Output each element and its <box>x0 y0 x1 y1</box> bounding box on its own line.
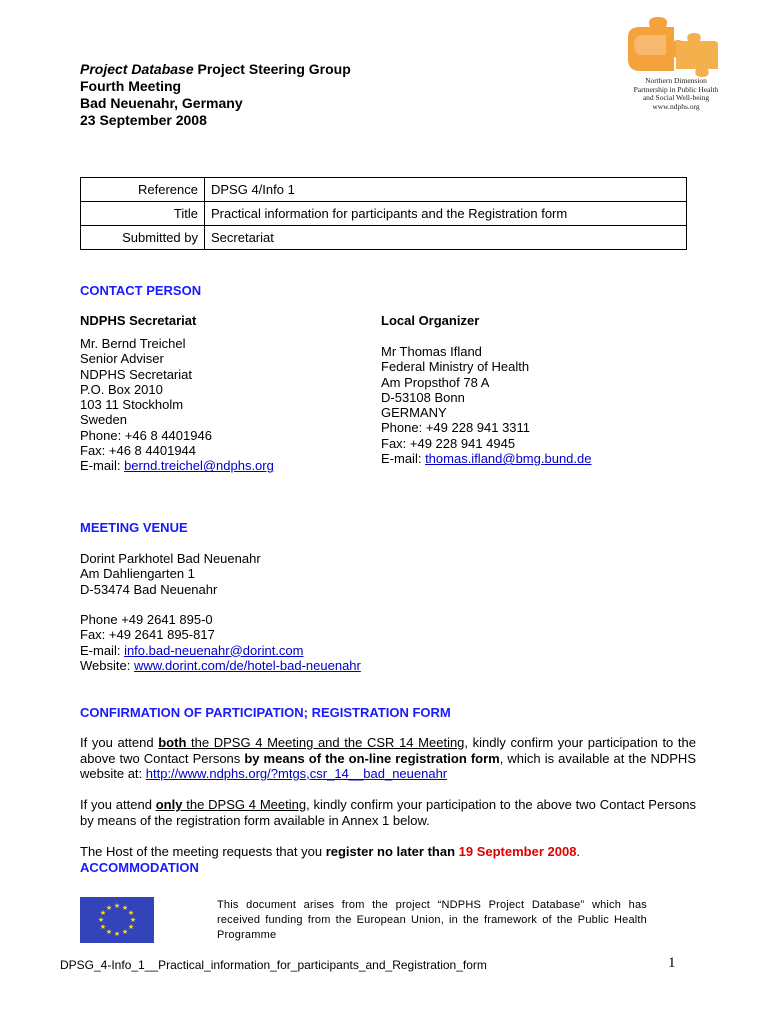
eu-flag-icon <box>80 897 154 943</box>
confirmation-paragraph-2: If you attend only the DPSG 4 Meeting, kindly confirm your participation to the above two Contact Persons by means of the registration form available in Annex 1 below. <box>80 797 696 828</box>
document-header <box>80 61 351 129</box>
organizer-email-link[interactable]: thomas.ifland@bmg.bund.de <box>425 451 592 467</box>
ndphs-logo <box>620 15 725 115</box>
venue-address: Dorint Parkhotel Bad Neuenahr Am Dahliengarten 1 D-53474 Bad Neuenahr <box>80 551 261 597</box>
svg-text:★: ★ <box>113 902 121 910</box>
venue-website-link[interactable]: www.dorint.com/de/hotel-bad-neuenahr <box>133 657 361 673</box>
secretariat-address: Mr. Bernd Treichel Senior Adviser NDPHS Secretariat P.O. Box 2010 103 11 Stockholm Sweden Phone: +46 8 4401946 Fax: +46 8 4401944 E-mail: bernd.treichel@ndphs.org <box>80 336 274 474</box>
contact-person-heading: CONTACT PERSON <box>80 283 202 298</box>
svg-text:★: ★ <box>99 909 107 917</box>
header-location: Bad Neuenahr, Germany <box>80 95 243 111</box>
reference-value: DPSG 4/Info 1 <box>205 178 687 202</box>
svg-text:★: ★ <box>121 928 129 936</box>
table-row <box>81 226 687 250</box>
svg-text:★: ★ <box>105 928 113 936</box>
header-title: Project Database Project Steering Group <box>80 61 351 77</box>
reference-label: Reference <box>81 178 205 202</box>
organizer-address: Mr Thomas Ifland Federal Ministry of Health Am Propsthof 78 A D-53108 Bonn GERMANY Phone: +49 228 941 3311 Fax: +49 228 941 4945 E-mail: thomas.ifland@bmg.bund.de <box>381 344 592 467</box>
table-row <box>81 178 687 202</box>
submitted-by-value: Secretariat <box>205 226 687 250</box>
header-meeting: Fourth Meeting <box>80 78 182 94</box>
svg-text:★: ★ <box>97 916 105 924</box>
confirmation-paragraph-3: The Host of the meeting requests that you register no later than 19 September 2008. <box>80 844 581 859</box>
svg-text:★: ★ <box>127 909 135 917</box>
venue-email-link[interactable]: info.bad-neuenahr@dorint.com <box>124 642 304 658</box>
svg-text:★: ★ <box>99 923 107 931</box>
secretariat-email-link[interactable]: bernd.treichel@ndphs.org <box>124 458 274 474</box>
funding-notice: This document arises from the project “NDPHS Project Database” which has received funding from the European Union, in the framework of the Public Health Programme <box>217 899 647 941</box>
meeting-venue-heading: MEETING VENUE <box>80 520 188 535</box>
footer-filename: DPSG_4-Info_1__Practical_information_for_participants_and_Registration_form <box>60 958 487 972</box>
title-value: Practical information for participants and the Registration form <box>205 202 687 226</box>
accommodation-heading: ACCOMMODATION <box>80 860 199 875</box>
svg-text:★: ★ <box>127 923 135 931</box>
reference-table <box>80 177 687 250</box>
submitted-by-label: Submitted by <box>81 226 205 250</box>
header-date: 23 September 2008 <box>80 112 207 128</box>
svg-text:★: ★ <box>129 916 137 924</box>
confirmation-heading: CONFIRMATION OF PARTICIPATION; REGISTRATION FORM <box>80 705 451 720</box>
svg-text:★: ★ <box>105 904 113 912</box>
page-number: 1 <box>668 955 676 971</box>
title-label: Title <box>81 202 205 226</box>
local-organizer-heading: Local Organizer <box>381 313 480 328</box>
ndphs-secretariat-heading: NDPHS Secretariat <box>80 313 197 328</box>
logo-caption: Northern Dimension Partnership in Public Health and Social Well-being www.ndphs.org <box>633 76 719 111</box>
svg-text:★: ★ <box>121 904 129 912</box>
confirmation-paragraph-1: If you attend both the DPSG 4 Meeting and the CSR 14 Meeting, kindly confirm your participation to the above two Contact Persons by means of the on-line registration form, which is available at the NDPHS website at: http://www.ndphs.org/?mtgs,csr_14__bad_neuenahr <box>80 735 696 781</box>
table-row <box>81 202 687 226</box>
venue-contacts: Phone +49 2641 895-0 Fax: +49 2641 895-817 E-mail: info.bad-neuenahr@dorint.com Website: www.dorint.com/de/hotel-bad-neuenahr <box>80 612 361 673</box>
registration-link[interactable]: http://www.ndphs.org/?mtgs,csr_14__bad_neuenahr <box>145 766 448 781</box>
svg-text:★: ★ <box>113 930 121 938</box>
puzzle-logo-icon <box>620 15 725 77</box>
